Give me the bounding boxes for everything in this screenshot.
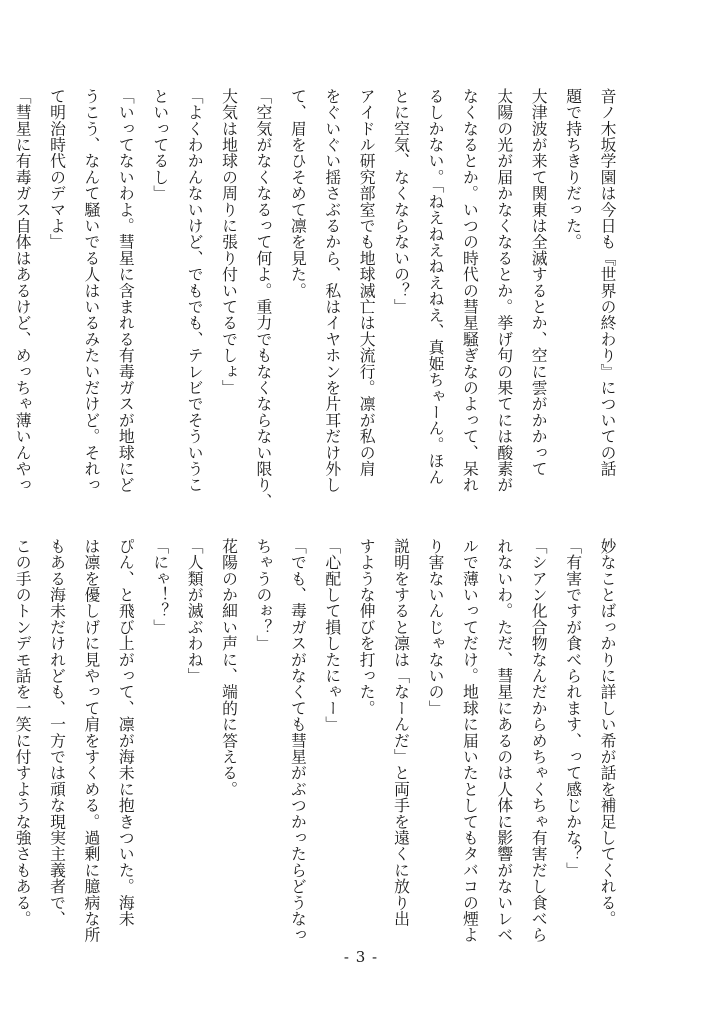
text-line: 太陽の光が届かなくなるとか。挙げ句の果てには酸素が [494, 88, 514, 493]
text-line: 妙なことばっかりに詳しい希が話を補足してくれる。 [598, 538, 617, 927]
text-line: 「有害ですが食べられます、って感じかな？」 [563, 538, 583, 879]
text-line: れないわ。ただ、彗星にあるのは人体に影響がないレベ [494, 538, 514, 943]
text-line: をぐいぐい揺さぶるから、私はイヤホンを片耳だけ外し [322, 88, 342, 493]
text-line: といってるし」 [150, 88, 170, 202]
text-line [0, 538, 5, 930]
text-line: うこう、なんて騒いでる人はいるみたいだけど。それっ [81, 88, 101, 493]
text-line: 題で持ちきりだった。 [563, 88, 583, 250]
text-line: は凛を優しげに見やって肩をすくめる。過剰に臆病な所 [81, 538, 101, 943]
text-line: 音ノ木坂学園は今日も『世界の終わり』についての話 [598, 88, 617, 477]
page-number: - 3 - [343, 948, 379, 966]
text-line: 「でも、毒ガスがなくても彗星がぶつかったらどうなっ [288, 538, 308, 943]
text-line: なくなるとか。いつの時代の彗星騒ぎなのよって、呆れ [460, 88, 480, 493]
text-line: 「いってないわよ。彗星に含まれる有毒ガスが地球にど [116, 88, 136, 493]
text-line: 「人類が滅ぶわね」 [185, 538, 205, 684]
text-line: 大気は地球の周りに張り付いてるでしょ」 [219, 88, 239, 396]
text-line: て明治時代のデマよ」 [47, 88, 67, 250]
text-line: ルで薄いってだけ。地球に届いたとしてもタバコの煙よ [460, 538, 480, 943]
text-line: 「彗星に有毒ガス自体はあるけど、めっちゃ薄いんやっ [13, 88, 33, 493]
text-line: るしかない。「ねえねえねえねえ、真姫ちゃーん。ほん [425, 88, 445, 486]
text-line: 説明をすると凛は「なーんだ」と両手を遠くに放り出 [391, 538, 411, 927]
text-line: とに空気、なくならないの？」 [391, 88, 411, 315]
text-line: ぴん、と飛び上がって、凛が海未に抱きついた。海未 [116, 538, 136, 927]
text-line: て、眉をひそめて凛を見た。 [288, 88, 308, 299]
text-line: 花陽のか細い声に、端的に答える。 [219, 538, 239, 798]
text-line: 大津波が来て関東は全滅するとか、空に雲がかかって [529, 88, 549, 477]
text-line: 「シアン化合物なんだからめちゃくちゃ有害だし食べら [529, 538, 549, 943]
text-line: アイドル研究部室でも地球滅亡は大流行。凛が私の肩 [357, 88, 377, 477]
text-line: 「よくわかんないけど、でもでも、テレビでそういうこ [185, 88, 205, 493]
bottom-text-block [13, 538, 624, 943]
text-line [0, 88, 5, 480]
text-line: この手のトンデモ話を一笑に付すような強さもある。 [13, 538, 33, 927]
text-line: り害ないんじゃないの」 [425, 538, 445, 717]
text-line: 「心配して損したにゃー」 [322, 538, 342, 733]
text-line: もある海未だけれども、一方では頑な現実主義者で、 [47, 538, 67, 927]
text-line: 「空気がなくなるって何よ。重力でもなくならない限り、 [253, 88, 273, 510]
text-line: 「にゃ！？」 [150, 538, 170, 636]
text-line: ちゃうのぉ？」 [253, 538, 273, 652]
top-text-block [13, 88, 624, 510]
text-line: すような伸びを打った。 [357, 538, 377, 717]
